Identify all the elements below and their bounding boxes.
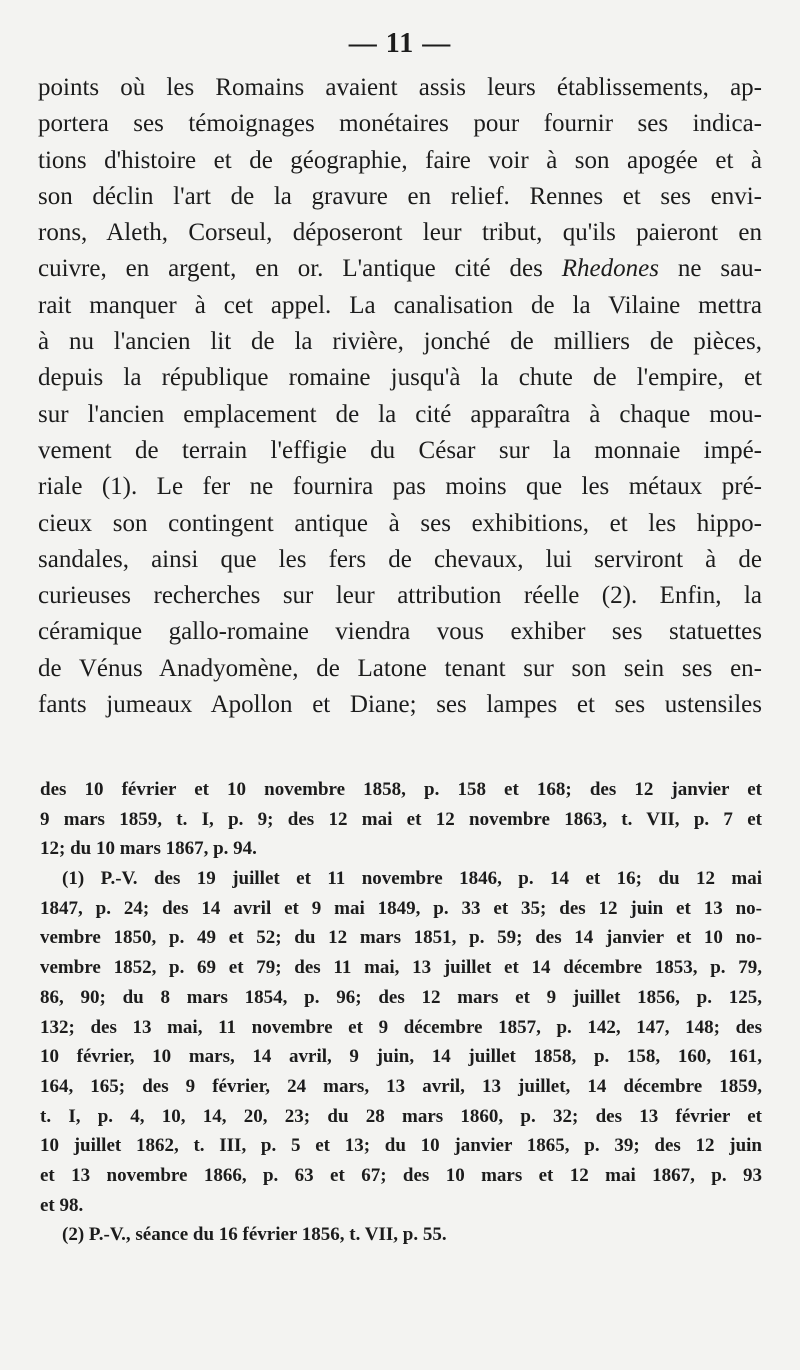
text-line: depuis la république romaine jusqu'à la chute de l'empire, et bbox=[38, 364, 762, 392]
footnote-continuation-line: 12; du 10 mars 1867, p. 94. bbox=[40, 838, 257, 860]
text-line: sur l'ancien emplacement de la cité apparaîtra à chaque mou- bbox=[38, 400, 762, 428]
text-line: céramique gallo-romaine viendra vous exhiber ses statuettes bbox=[38, 618, 762, 646]
text-line: rons, Aleth, Corseul, déposeront leur tribut, qu'ils paieront en bbox=[38, 219, 762, 247]
footnote-2-line: (2) P.-V., séance du 16 février 1856, t. VII, p. 55. bbox=[62, 1224, 447, 1246]
footnote-1-line: 164, 165; des 9 février, 24 mars, 13 avril, 13 juillet, 14 décembre 1859, bbox=[40, 1075, 762, 1097]
text-line: fants jumeaux Apollon et Diane; ses lampes et ses ustensiles bbox=[38, 691, 762, 719]
text-line: portera ses témoignages monétaires pour fournir ses indica- bbox=[38, 110, 762, 138]
main-text-block bbox=[38, 70, 762, 723]
text-line: cieux son contingent antique à ses exhibitions, et les hippo- bbox=[38, 509, 762, 537]
footnote-1-line: 10 février, 10 mars, 14 avril, 9 juin, 14 juillet 1858, p. 158, 160, 161, bbox=[40, 1046, 762, 1068]
footnote-1-line: et 13 novembre 1866, p. 63 et 67; des 10 mars et 12 mai 1867, p. 93 bbox=[40, 1164, 762, 1186]
text-line: points où les Romains avaient assis leurs établissements, ap- bbox=[38, 74, 762, 101]
footnote-continuation-line: 9 mars 1859, t. I, p. 9; des 12 mai et 12 novembre 1863, t. VII, p. 7 et bbox=[40, 808, 762, 830]
text-line: de Vénus Anadyomène, de Latone tenant sur son sein ses en- bbox=[38, 654, 762, 682]
footnote-1-line: 86, 90; du 8 mars 1854, p. 96; des 12 mars et 9 juillet 1856, p. 125, bbox=[40, 986, 762, 1008]
text-line: vement de terrain l'effigie du César sur la monnaie impé- bbox=[38, 436, 762, 464]
text-line: riale (1). Le fer ne fournira pas moins que les métaux pré- bbox=[38, 473, 762, 501]
text-line: curieuses recherches sur leur attribution réelle (2). Enfin, la bbox=[38, 582, 762, 610]
text-line: son déclin l'art de la gravure en relief. Rennes et ses envi- bbox=[38, 182, 762, 210]
text-line: tions d'histoire et de géographie, faire voir à son apogée et à bbox=[38, 146, 762, 174]
page-number: — 11 — bbox=[348, 28, 452, 59]
footnote-1-line: 132; des 13 mai, 11 novembre et 9 décembre 1857, p. 142, 147, 148; des bbox=[40, 1016, 762, 1038]
footnotes-block bbox=[40, 775, 762, 1250]
footnote-1-line: 10 juillet 1862, t. III, p. 5 et 13; du 10 janvier 1865, p. 39; des 12 juin bbox=[40, 1135, 762, 1157]
footnote-1-line: et 98. bbox=[40, 1194, 84, 1216]
text-line: rait manquer à cet appel. La canalisation de la Vilaine mettra bbox=[38, 291, 762, 319]
text-line: à nu l'ancien lit de la rivière, jonché de milliers de pièces, bbox=[38, 328, 762, 356]
footnote-1-line: 1847, p. 24; des 14 avril et 9 mai 1849, p. 33 et 35; des 12 juin et 13 no- bbox=[40, 897, 762, 919]
footnote-continuation-line: des 10 février et 10 novembre 1858, p. 158 et 168; des 12 janvier et bbox=[40, 779, 762, 800]
footnote-1-line: t. I, p. 4, 10, 14, 20, 23; du 28 mars 1860, p. 32; des 13 février et bbox=[40, 1105, 762, 1127]
footnote-1-line: vembre 1850, p. 49 et 52; du 12 mars 1851, p. 59; des 14 janvier et 10 no- bbox=[40, 927, 762, 949]
text-line: sandales, ainsi que les fers de chevaux, lui serviront à de bbox=[38, 545, 762, 573]
footnote-1-line: vembre 1852, p. 69 et 79; des 11 mai, 13 juillet et 14 décembre 1853, p. 79, bbox=[40, 957, 762, 979]
footnote-1-line: (1) P.-V. des 19 juillet et 11 novembre 1846, p. 14 et 16; du 12 mai bbox=[62, 868, 762, 890]
text-line: cuivre, en argent, en or. L'antique cité des Rhedones ne sau- bbox=[38, 255, 762, 283]
